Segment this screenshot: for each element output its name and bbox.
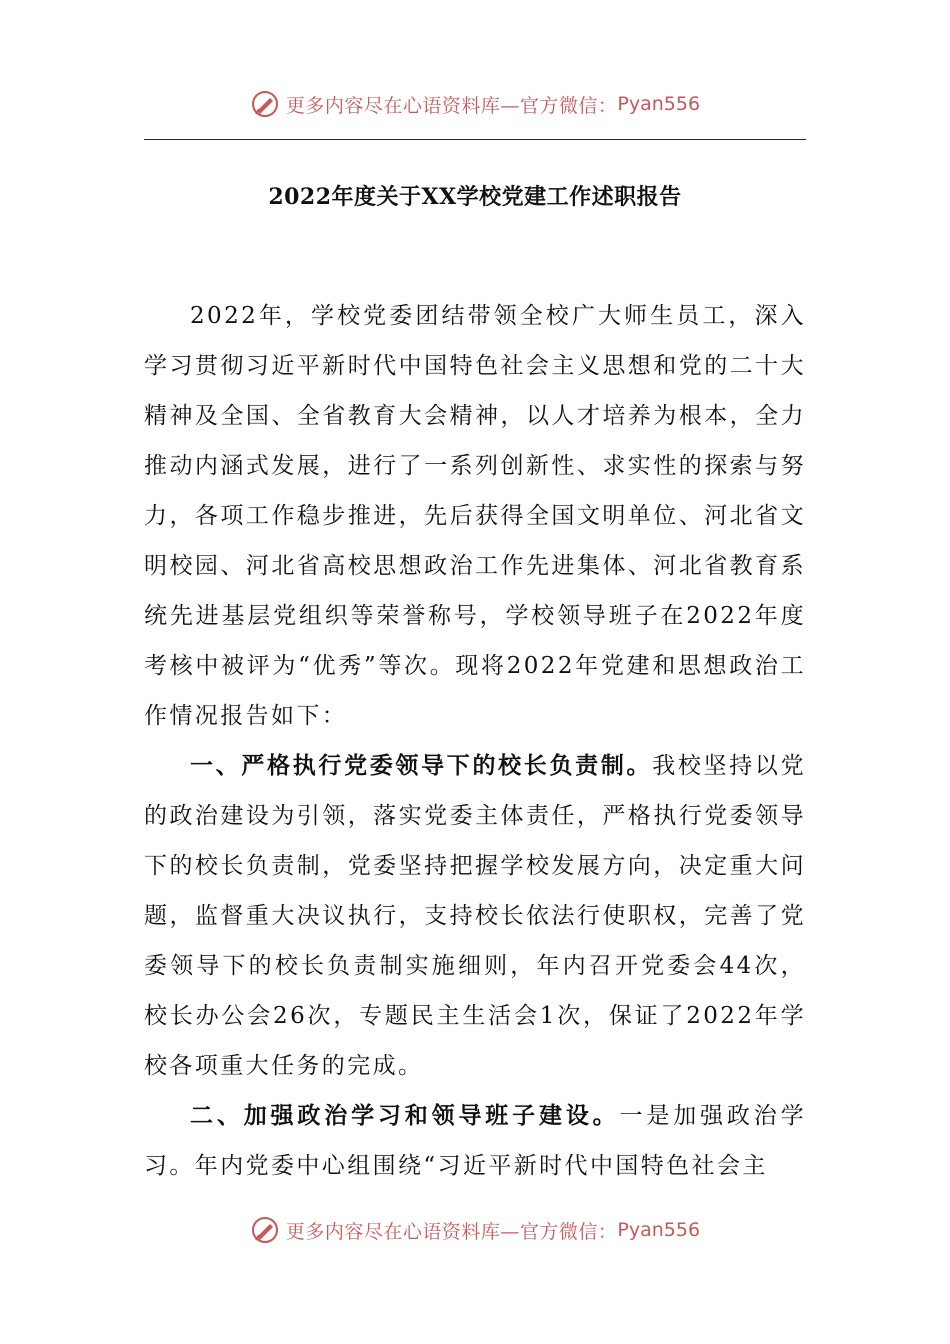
section-heading: 二、加强政治学习和领导班子建设。 bbox=[190, 1102, 620, 1129]
watermark-handle: Pyan556 bbox=[617, 93, 701, 115]
pen-logo-icon bbox=[250, 1215, 280, 1245]
watermark-text: 更多内容尽在心语资料库—官方微信： bbox=[285, 94, 618, 117]
document-title: 2022年度关于XX学校党建工作述职报告 bbox=[268, 184, 682, 210]
watermark-header bbox=[0, 84, 950, 124]
paragraph-section-2 bbox=[144, 1091, 806, 1191]
section-heading: 一、严格执行党委领导下的校长负责制。 bbox=[190, 752, 653, 779]
paragraph-text: 2022年，学校党委团结带领全校广大师生员工，深入学习贯彻习近平新时代中国特色社会主义思想和党的二十大精神及全国、全省教育大会精神，以人才培养为根本，全力推动内涵式发展，进行了一系列创新性、求实性的探索与努力，各项工作稳步推进，先后获得全国文明单位、河北省文明校园、河北省高校思想政治工作先进集体、河北省教育系统先进基层党组织等荣誉称号，学校领导班子在2022年度考核中被评为“优秀”等次。现将2022年党建和思想政治工作情况报告如下： bbox=[144, 303, 806, 729]
pen-logo-icon bbox=[250, 89, 280, 119]
header-rule bbox=[144, 139, 806, 140]
document-body bbox=[144, 291, 806, 1191]
paragraph-section-1 bbox=[144, 741, 806, 1091]
watermark-text: 更多内容尽在心语资料库—官方微信： bbox=[285, 1220, 618, 1243]
paragraph-intro bbox=[144, 291, 806, 741]
watermark-handle: Pyan556 bbox=[617, 1219, 701, 1241]
paragraph-text: 我校坚持以党的政治建设为引领，落实党委主体责任，严格执行党委领导下的校长负责制，党委坚持把握学校发展方向，决定重大问题，监督重大决议执行，支持校长依法行使职权，完善了党委领导下的校长负责制实施细则，年内召开党委会44次，校长办公会26次，专题民主生活会1次，保证了2022年学校各项重大任务的完成。 bbox=[144, 753, 806, 1079]
watermark-footer bbox=[0, 1210, 950, 1250]
paragraph-text: 一是加强政治学习。年内党委中心组围绕“习近平新时代中国特色社会主 bbox=[144, 1103, 806, 1179]
